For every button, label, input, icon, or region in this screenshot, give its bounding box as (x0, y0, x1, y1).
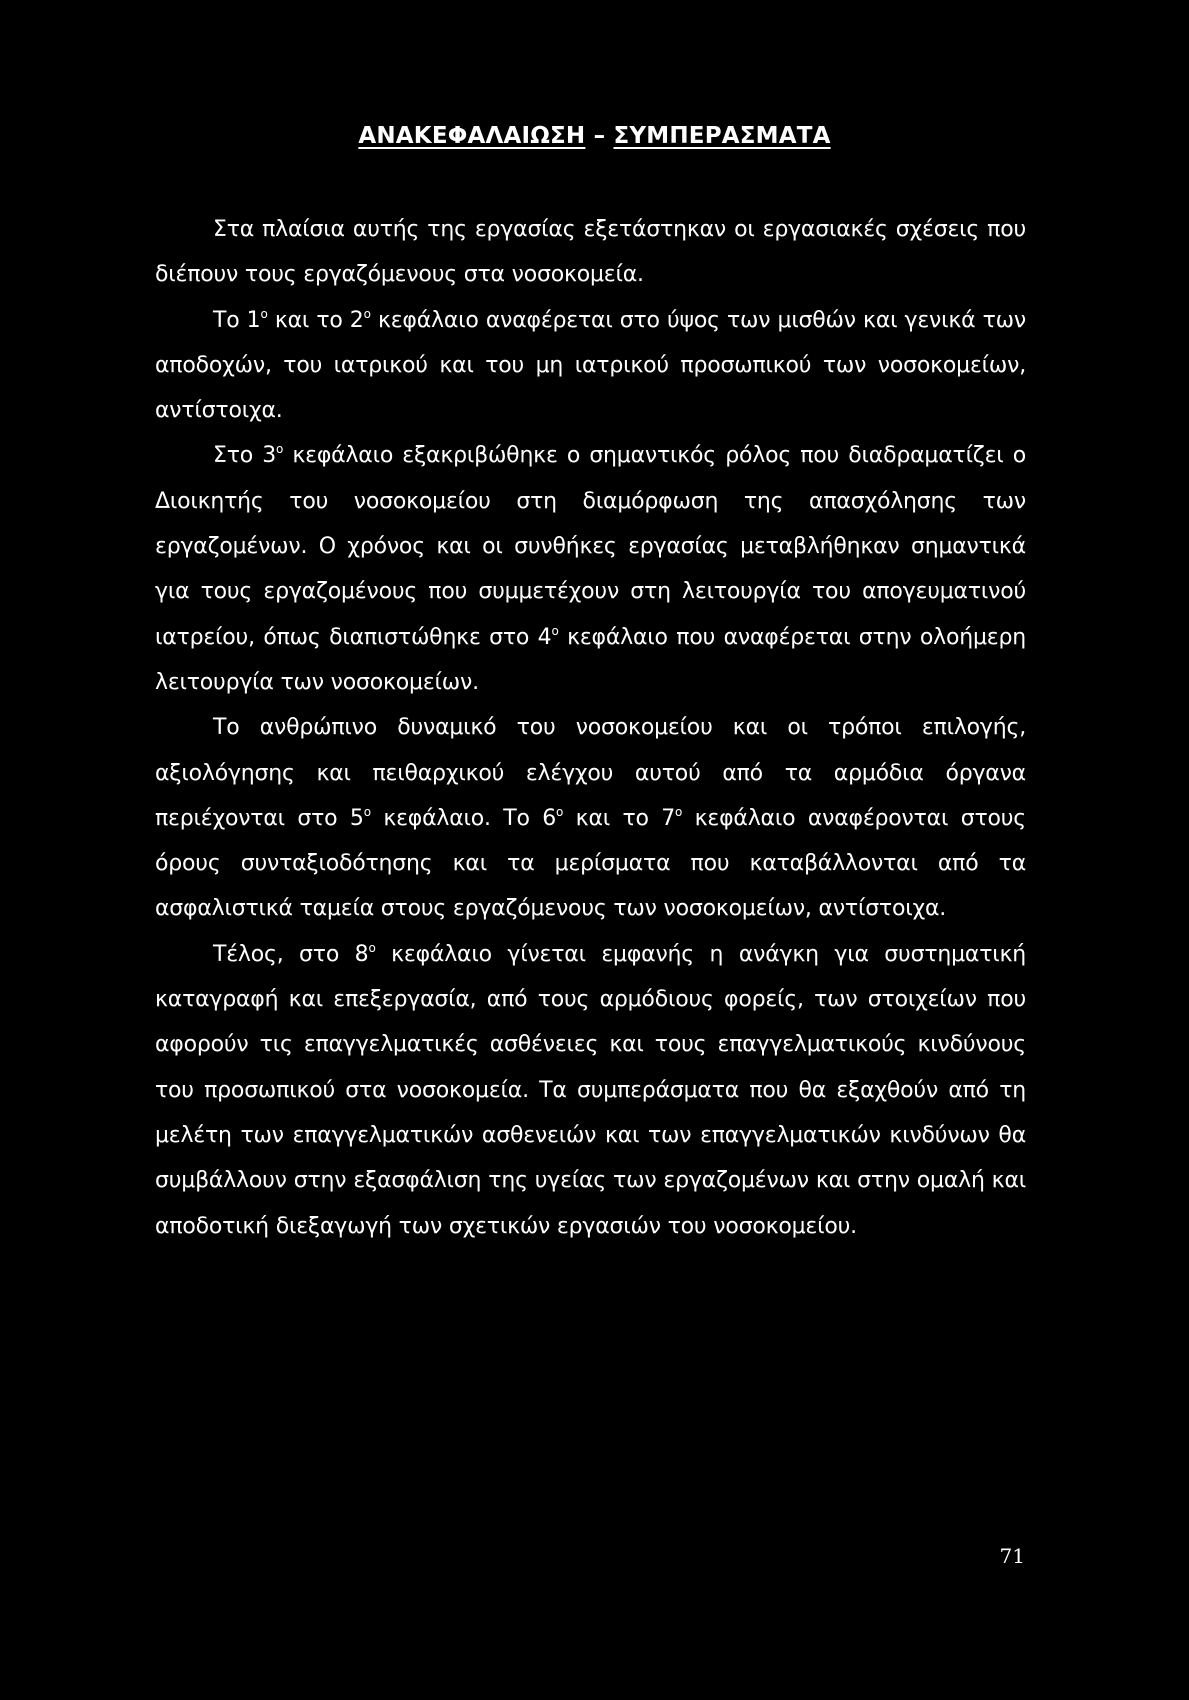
title-part-recap: ΑΝΑΚΕΦΑΛΑΙΩΣΗ (358, 123, 586, 149)
paragraph-chapter-8 (155, 932, 1026, 1249)
title-part-conclusions: ΣΥΜΠΕΡΑΣΜΑΤΑ (613, 123, 831, 149)
page-title (0, 121, 1189, 151)
superscript-ordinal: ο (276, 442, 284, 457)
page-number: 71 (999, 1544, 1025, 1568)
superscript-ordinal: ο (551, 623, 559, 638)
superscript-ordinal: ο (675, 804, 683, 819)
superscript-ordinal: ο (363, 306, 371, 321)
text-run: κεφάλαιο γίνεται εμφανής η ανάγκη για συστηματική καταγραφή και επεξεργασία, από τους αρμόδιους φορείς, των στοιχείων που αφορούν τις επαγγελματικές ασθένειες και τους επαγγελματικούς κινδύνους του προσωπικού στα νοσοκομεία. Τα συμπεράσματα που θα εξαχθούν από τη μελέτη των επαγγελματικών ασθενειών και των επαγγελματικών κινδύνων θα συμβάλλουν στην εξασφάλιση της υγείας των εργαζομένων και στην ομαλή και αποδοτική διεξαγωγή των σχετικών εργασιών του νοσοκομείου. (155, 941, 1027, 1239)
text-run: Το ανθρώπινο δυναμικό του νοσοκομείου και οι τρόποι επιλογής, αξιολόγησης και πειθαρχικού ελέγχου αυτού από τα αρμόδια όργανα περιέχονται στο 5 (155, 715, 1026, 831)
text-run: Στο 3 (213, 443, 277, 469)
text-run: Τέλος, στο 8 (213, 941, 369, 967)
body-text (155, 207, 1026, 1249)
text-run: κεφάλαιο αναφέρεται στο ύψος των μισθών και γενικά των αποδοχών, του ιατρικού και του μη ιατρικού προσωπικού των νοσοκομείων, αντίστοιχα. (155, 307, 1026, 424)
text-run: και το 7 (563, 805, 676, 831)
superscript-ordinal: ο (363, 804, 371, 819)
text-run: Το 1 (213, 307, 261, 333)
paragraph-chapters-5-7 (155, 705, 1026, 931)
text-run: κεφάλαιο αναφέρονται στους όρους συνταξιοδότησης και τα μερίσματα που καταβάλλονται από τα ασφαλιστικά ταμεία στους εργαζόμενους των νοσοκομείων, αντίστοιχα. (155, 805, 1026, 922)
superscript-ordinal: ο (556, 804, 564, 819)
superscript-ordinal: ο (368, 940, 376, 955)
paragraph-chapters-3-4 (155, 433, 1026, 705)
superscript-ordinal: ο (260, 306, 268, 321)
paragraph-intro: Στα πλαίσια αυτής της εργασίας εξετάστηκαν οι εργασιακές σχέσεις που διέπουν τους εργαζόμενους στα νοσοκομεία. (155, 217, 1026, 288)
text-run: κεφάλαιο που αναφέρεται στην ολοήμερη λειτουργία των νοσοκομείων. (155, 624, 1026, 695)
paragraph-chapters-1-2 (155, 298, 1026, 434)
text-run: κεφάλαιο εξακριβώθηκε ο σημαντικός ρόλος που διαδραματίζει ο Διοικητής του νοσοκομείου στη διαμόρφωση της απασχόλησης των εργαζομένων. Ο χρόνος και οι συνθήκες εργασίας μεταβλήθηκαν σημαντικά για τους εργαζομένους που συμμετέχουν στη λειτουργία του απογευματινού ιατρείου, όπως διαπιστώθηκε στο 4 (155, 443, 1026, 650)
title-separator: – (585, 123, 614, 149)
text-run: και το 2 (267, 307, 364, 333)
text-run: κεφάλαιο. Το 6 (370, 805, 557, 831)
